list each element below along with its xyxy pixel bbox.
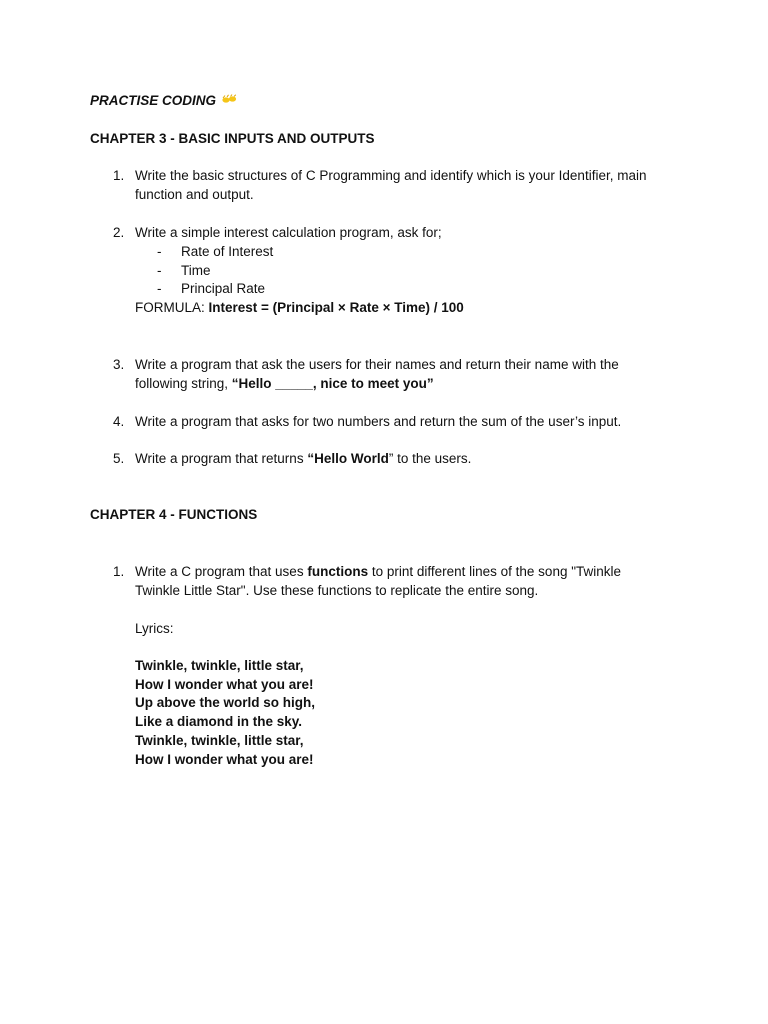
document-title-text: PRACTISE CODING <box>90 93 217 108</box>
bullet-marker: - <box>157 263 162 278</box>
list-item-number: 4. <box>113 414 125 429</box>
bullet-item: Time <box>181 263 211 278</box>
bullet-marker: - <box>157 281 162 296</box>
lyric-line: Twinkle, twinkle, little star, <box>135 733 304 748</box>
functions-keyword: functions <box>307 564 369 579</box>
list-item-text <box>135 375 675 394</box>
lyrics-label: Lyrics: <box>135 621 174 636</box>
list-item-text: Write a program that asks for two numbers and return the sum of the user’s input. <box>135 414 622 429</box>
lyric-line: How I wonder what you are! <box>135 752 314 767</box>
chapter-3-heading: CHAPTER 3 - BASIC INPUTS AND OUTPUTS <box>90 131 375 146</box>
list-item-text <box>135 563 675 582</box>
list-item-text: Write a simple interest calculation program, ask for; <box>135 225 442 240</box>
formula-label: FORMULA: <box>135 300 209 315</box>
list-item-text-prefix: Write a C program that uses <box>135 564 308 579</box>
list-item-text: Write a program that ask the users for their names and return their name with the <box>135 357 619 372</box>
list-item-number: 1. <box>113 168 125 183</box>
list-item-number: 3. <box>113 357 125 372</box>
list-item-text: Write the basic structures of C Programming and identify which is your Identifier, main <box>135 168 647 183</box>
hands-emoji-icon <box>222 91 237 110</box>
bullet-item: Rate of Interest <box>181 244 274 259</box>
document-title <box>90 92 237 111</box>
bullet-marker: - <box>157 244 162 259</box>
list-item-number: 2. <box>113 225 125 240</box>
list-item-text: Twinkle Little Star". Use these functions to replicate the entire song. <box>135 583 539 598</box>
list-item-text-suffix: ” to the users. <box>388 451 472 466</box>
chapter-4-heading: CHAPTER 4 - FUNCTIONS <box>90 507 258 522</box>
list-item-number: 5. <box>113 451 125 466</box>
list-item-text-prefix: Write a program that returns <box>135 451 308 466</box>
list-item-text-prefix: following string, <box>135 376 232 391</box>
greeting-string: “Hello _____, nice to meet you” <box>231 376 434 391</box>
lyric-line: Twinkle, twinkle, little star, <box>135 658 304 673</box>
list-item-text-suffix: to print different lines of the song "Twinkle <box>368 564 622 579</box>
hello-world-string: “Hello World <box>307 451 389 466</box>
bullet-item: Principal Rate <box>181 281 266 296</box>
formula-line <box>135 299 675 318</box>
list-item-text: function and output. <box>135 187 254 202</box>
lyric-line: How I wonder what you are! <box>135 677 314 692</box>
list-item-text <box>135 450 675 469</box>
list-item-number: 1. <box>113 564 125 579</box>
lyric-line: Like a diamond in the sky. <box>135 714 303 729</box>
lyric-line: Up above the world so high, <box>135 695 316 710</box>
formula-text: Interest = (Principal × Rate × Time) / 100 <box>208 300 464 315</box>
